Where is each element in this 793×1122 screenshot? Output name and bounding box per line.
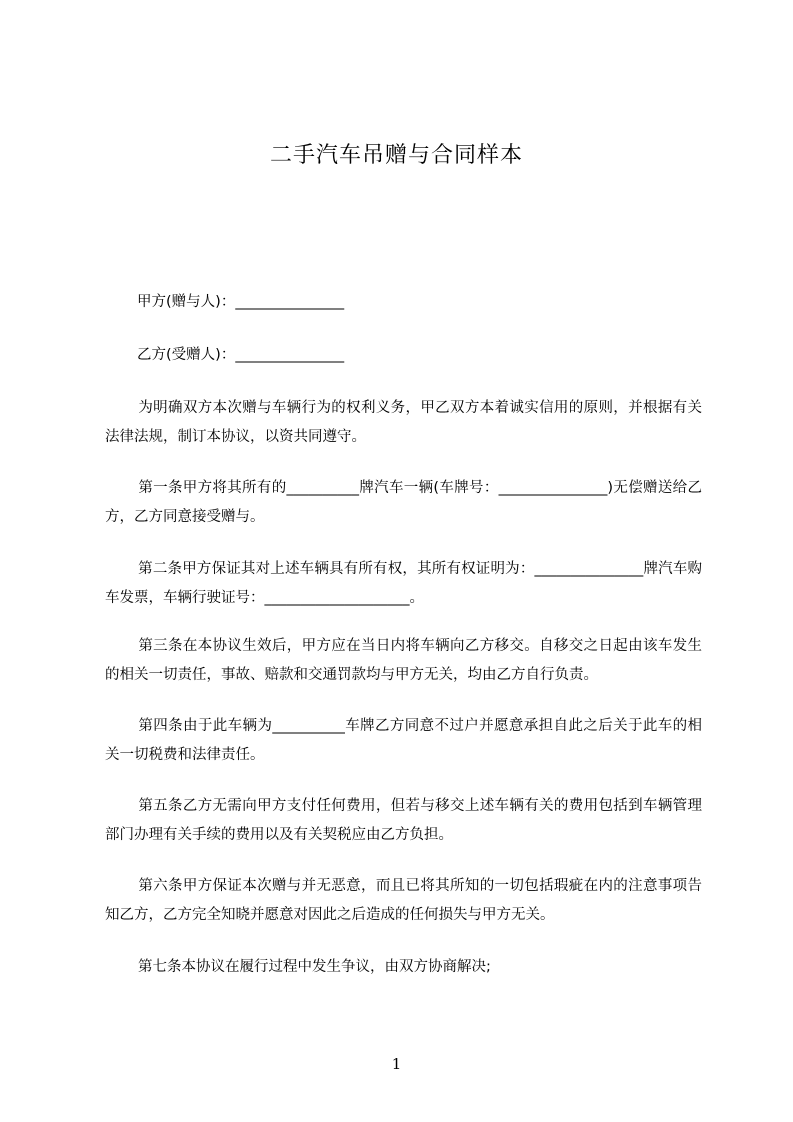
- preamble-paragraph: [105, 394, 702, 452]
- article-1-paragraph: [105, 474, 702, 532]
- party-a-line: 甲方(赠与人)：_______________: [137, 294, 345, 310]
- article-3-paragraph: [105, 632, 702, 690]
- paragraph-text: 为明确双方本次赠与车辆行为的权利义务，甲乙双方本着诚实信用的原则，并根据有关法律法规，制订本协议，以资共同遵守。: [105, 400, 702, 445]
- article-7-paragraph: [105, 953, 702, 982]
- paragraph-text: 第一条甲方将其所有的__________牌汽车一辆(车牌号：_______________)无偿赠送给乙方，乙方同意接受赠与。: [105, 480, 702, 525]
- paragraph-text: 第六条甲方保证本次赠与并无恶意，而且已将其所知的一切包括瑕疵在内的注意事项告知乙方，乙方完全知晓并愿意对因此之后造成的任何损失与甲方无关。: [105, 878, 702, 923]
- document-title: 二手汽车吊赠与合同样本: [269, 143, 523, 168]
- paragraph-text: 第四条由于此车辆为__________车牌乙方同意不过户并愿意承担自此之后关于此车的相关一切税费和法律责任。: [105, 718, 702, 763]
- article-4-paragraph: [105, 712, 702, 770]
- paragraph-text: 第二条甲方保证其对上述车辆具有所有权，其所有权证明为：_______________牌汽车购车发票，车辆行驶证号：____________________。: [105, 561, 702, 606]
- article-5-paragraph: [105, 792, 702, 850]
- article-6-paragraph: [105, 872, 702, 930]
- article-2-paragraph: [105, 555, 702, 613]
- paragraph-text: 第三条在本协议生效后，甲方应在当日内将车辆向乙方移交。自移交之日起由该车发生的相关一切责任，事故、赔款和交通罚款均与甲方无关，均由乙方自行负责。: [105, 638, 702, 683]
- paragraph-text: 第七条本协议在履行过程中发生争议，由双方协商解决;: [138, 959, 491, 975]
- paragraph-text: 第五条乙方无需向甲方支付任何费用，但若与移交上述车辆有关的费用包括到车辆管理部门办理有关手续的费用以及有关契税应由乙方负担。: [105, 798, 702, 843]
- page-number: 1: [391, 1055, 402, 1073]
- party-b-line: 乙方(受赠人)：_______________: [137, 347, 345, 363]
